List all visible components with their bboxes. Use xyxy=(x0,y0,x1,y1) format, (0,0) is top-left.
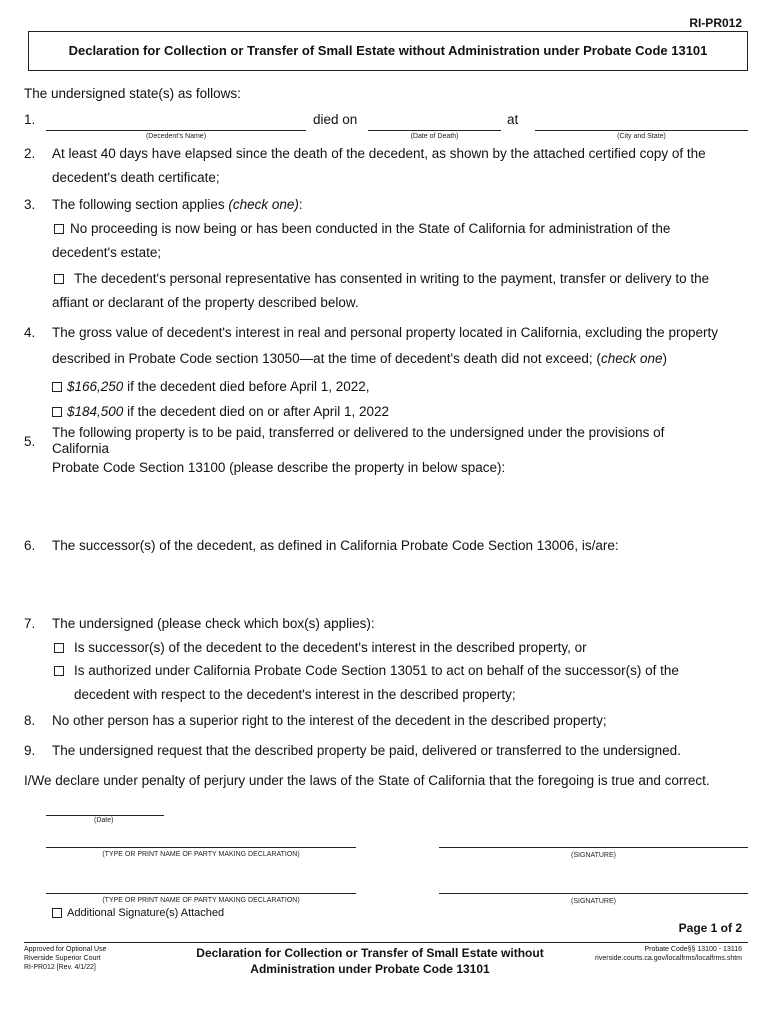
printed-name-field-1[interactable] xyxy=(46,847,356,848)
item3-option1-line2: decedent's estate; xyxy=(52,245,162,260)
footer-website-link[interactable]: riverside.courts.ca.gov/localfrms/localfrms.shtm xyxy=(594,955,742,962)
date-caption: (Date) xyxy=(94,817,114,824)
additional-signatures-checkbox[interactable] xyxy=(52,908,62,918)
item3-option2-line1: The decedent's personal representative has consented in writing to the payment, transfer or delivery to the xyxy=(74,271,710,286)
item8-text: No other person has a superior right to the interest of the decedent in the described property; xyxy=(52,713,607,728)
item7-option2-checkbox[interactable] xyxy=(54,666,64,676)
item3-number: 3. xyxy=(24,197,36,212)
item3-option1-line1: No proceeding is now being or has been conducted in the State of California for administration of the xyxy=(70,221,671,236)
item5-line2: California xyxy=(52,441,110,456)
item4-option1-text: $166,250 if the decedent died before April 1, 2022, xyxy=(67,379,370,394)
item4-line1: The gross value of decedent's interest in real and personal property located in California, excluding the property xyxy=(52,325,718,340)
footer-right xyxy=(595,945,742,963)
footer-court: Riverside Superior Court xyxy=(24,955,101,962)
property-description-area[interactable] xyxy=(52,480,748,532)
printed-name-caption-1: (TYPE OR PRINT NAME OF PARTY MAKING DECLARATION) xyxy=(102,851,300,858)
signature-caption-2: (SIGNATURE) xyxy=(571,898,616,905)
item6-text: The successor(s) of the decedent, as defined in California Probate Code Section 13006, is/are: xyxy=(52,538,619,553)
footer-revision: RI-PR012 [Rev. 4/1/22] xyxy=(24,964,96,971)
item2-line1: At least 40 days have elapsed since the death of the decedent, as shown by the attached certified copy of the xyxy=(52,146,706,161)
item5-line3: Probate Code Section 13100 (please describe the property in below space): xyxy=(52,460,506,475)
item3-option2-checkbox[interactable] xyxy=(54,274,64,284)
item4-option2-checkbox[interactable] xyxy=(52,407,62,417)
footer-title-line1: Declaration for Collection or Transfer of Small Estate without xyxy=(196,946,544,960)
item7-number: 7. xyxy=(24,616,36,631)
item3-option2-line2: affiant or declarant of the property described below. xyxy=(52,295,359,310)
item9-number: 9. xyxy=(24,743,36,758)
title-box xyxy=(28,31,748,71)
successors-area[interactable] xyxy=(52,558,748,612)
item4-line2: described in Probate Code section 13050—at the time of decedent's death did not exceed; (check one) xyxy=(52,351,667,366)
item8-number: 8. xyxy=(24,713,36,728)
signature-caption-1: (SIGNATURE) xyxy=(571,852,616,859)
item4-number: 4. xyxy=(24,325,36,340)
died-on-label: died on xyxy=(313,112,358,127)
item7-option1-checkbox[interactable] xyxy=(54,643,64,653)
form-id: RI-PR012 xyxy=(689,16,742,30)
footer-left xyxy=(24,945,107,972)
item7-option2-line2: decedent with respect to the decedent's interest in the described property; xyxy=(74,687,516,702)
item2-line2: decedent's death certificate; xyxy=(52,170,220,185)
footer-center xyxy=(180,945,560,977)
item7-intro: The undersigned (please check which box(s) applies): xyxy=(52,616,375,631)
footer-approved: Approved for Optional Use xyxy=(24,946,107,953)
page-title: Declaration for Collection or Transfer of Small Estate without Administration under Probate Code 13101 xyxy=(68,43,708,58)
item3-option1-checkbox[interactable] xyxy=(54,224,64,234)
item3-intro: The following section applies (check one): xyxy=(52,197,303,212)
footer-divider xyxy=(24,942,748,943)
item4-option1-checkbox[interactable] xyxy=(52,382,62,392)
city-state-field[interactable] xyxy=(535,130,748,131)
item6-number: 6. xyxy=(24,538,36,553)
footer-code-reference: Probate Code§§ 13100 - 13116 xyxy=(644,946,742,953)
additional-signatures-label: Additional Signature(s) Attached xyxy=(67,907,225,919)
decedent-name-caption: (Decedent's Name) xyxy=(145,133,207,140)
intro-text: The undersigned state(s) as follows: xyxy=(24,86,241,101)
at-label: at xyxy=(507,112,519,127)
page-number: Page 1 of 2 xyxy=(678,921,742,935)
city-state-caption: (City and State) xyxy=(617,133,666,140)
item5-line1: The following property is to be paid, transferred or delivered to the undersigned under the provisions of xyxy=(52,425,665,440)
item7-option2-line1: Is authorized under California Probate Code Section 13051 to act on behalf of the successor(s) of the xyxy=(74,663,679,678)
item1-number: 1. xyxy=(24,112,36,127)
perjury-declaration: I/We declare under penalty of perjury under the laws of the State of California that the foregoing is true and correct. xyxy=(24,773,710,788)
printed-name-field-2[interactable] xyxy=(46,893,356,894)
signature-field-2[interactable] xyxy=(439,893,748,894)
date-of-death-caption: (Date of Death) xyxy=(410,133,459,140)
footer-title-line2: Administration under Probate Code 13101 xyxy=(250,962,490,976)
date-field[interactable] xyxy=(46,815,164,816)
item2-number: 2. xyxy=(24,146,36,161)
decedent-name-field[interactable] xyxy=(46,130,306,131)
item4-option2-text: $184,500 if the decedent died on or after April 1, 2022 xyxy=(67,404,389,419)
signature-field-1[interactable] xyxy=(439,847,748,848)
item7-option1-text: Is successor(s) of the decedent to the decedent's interest in the described property, or xyxy=(74,640,587,655)
item9-text: The undersigned request that the described property be paid, delivered or transferred to the undersigned. xyxy=(52,743,681,758)
printed-name-caption-2: (TYPE OR PRINT NAME OF PARTY MAKING DECLARATION) xyxy=(102,897,300,904)
item5-number: 5. xyxy=(24,434,36,449)
date-of-death-field[interactable] xyxy=(368,130,501,131)
